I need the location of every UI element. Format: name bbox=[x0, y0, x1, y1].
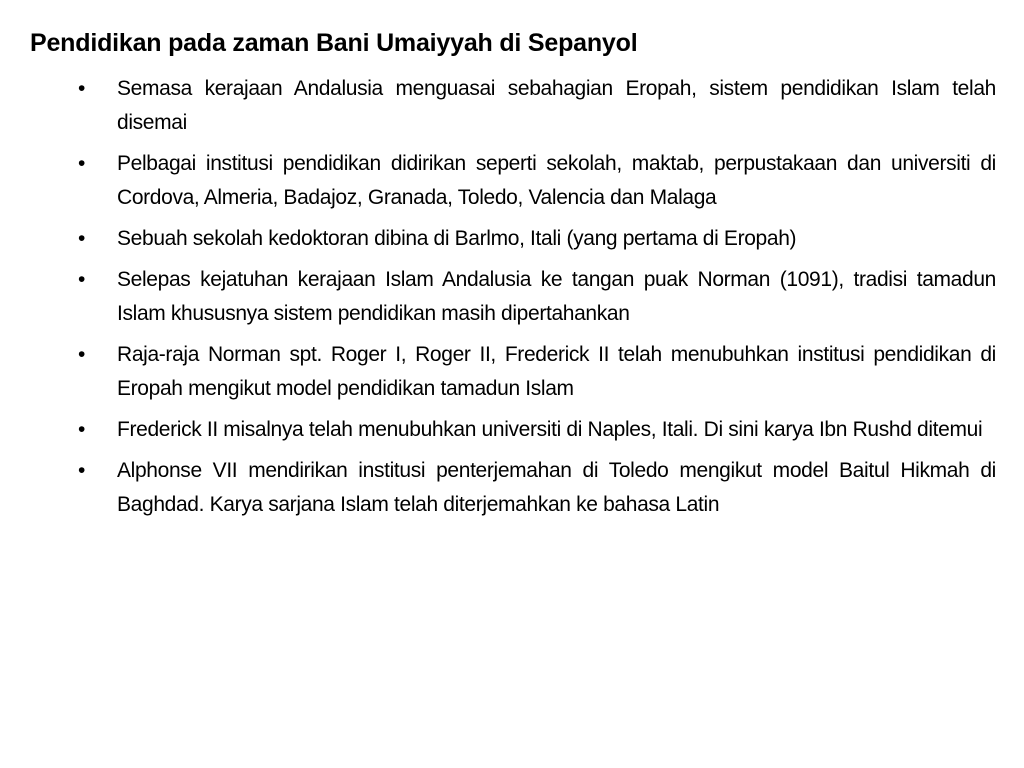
bullet-marker: • bbox=[78, 227, 86, 250]
bullet-text: Alphonse VII mendirikan institusi penterjemahan di Toledo mengikut model Baitul Hikmah di Baghdad. Karya sarjana Islam telah diterjemahkan ke bahasa Latin bbox=[117, 459, 996, 516]
bullet-item bbox=[78, 338, 996, 406]
bullet-marker: • bbox=[78, 77, 86, 100]
bullet-item bbox=[78, 72, 996, 140]
bullet-text: Selepas kejatuhan kerajaan Islam Andalusia ke tangan puak Norman (1091), tradisi tamadun Islam khususnya sistem pendidikan masih dipertahankan bbox=[117, 268, 996, 325]
bullet-marker: • bbox=[78, 268, 86, 291]
bullet-text: Pelbagai institusi pendidikan didirikan seperti sekolah, maktab, perpustakaan dan universiti di Cordova, Almeria, Badajoz, Granada, Toledo, Valencia dan Malaga bbox=[117, 152, 996, 209]
bullet-text: Semasa kerajaan Andalusia menguasai sebahagian Eropah, sistem pendidikan Islam telah disemai bbox=[117, 77, 996, 134]
bullet-marker: • bbox=[78, 343, 86, 366]
bullet-list bbox=[78, 72, 996, 529]
bullet-item bbox=[78, 454, 996, 522]
bullet-item bbox=[78, 222, 996, 256]
bullet-marker: • bbox=[78, 418, 86, 441]
bullet-item bbox=[78, 147, 996, 215]
slide-title: Pendidikan pada zaman Bani Umaiyyah di Sepanyol bbox=[30, 29, 638, 57]
bullet-text: Frederick II misalnya telah menubuhkan universiti di Naples, Itali. Di sini karya Ibn Rushd ditemui bbox=[117, 418, 983, 441]
bullet-text: Raja-raja Norman spt. Roger I, Roger II, Frederick II telah menubuhkan institusi pendidikan di Eropah mengikut model pendidikan tamadun Islam bbox=[117, 343, 996, 400]
bullet-marker: • bbox=[78, 152, 86, 175]
bullet-item bbox=[78, 413, 996, 447]
bullet-item bbox=[78, 263, 996, 331]
bullet-marker: • bbox=[78, 459, 86, 482]
bullet-text: Sebuah sekolah kedoktoran dibina di Barlmo, Itali (yang pertama di Eropah) bbox=[117, 227, 797, 250]
